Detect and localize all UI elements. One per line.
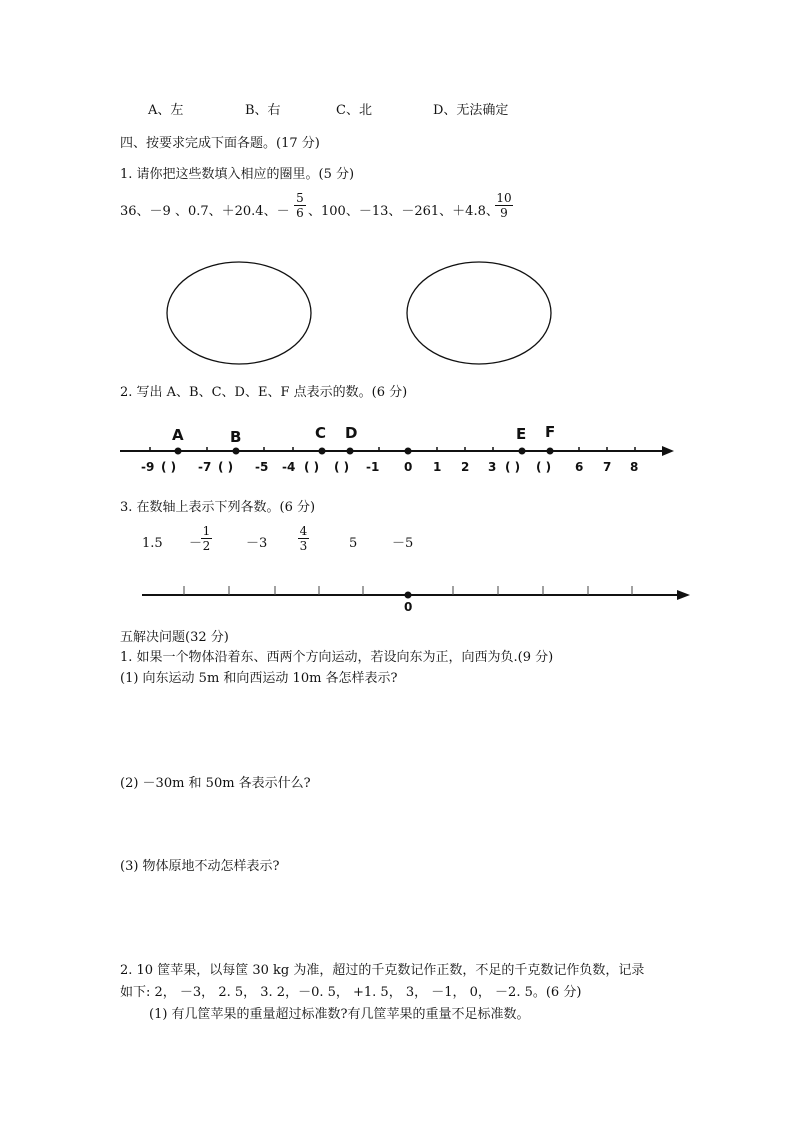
zero-label: 0	[404, 600, 413, 614]
choice-d: D、无法确定	[433, 103, 509, 118]
tick-label: 7	[603, 460, 612, 474]
answer-paren-d[interactable]: ( )	[334, 460, 350, 474]
answer-paren-b[interactable]: ( )	[218, 460, 234, 474]
q3-number-5: 5	[349, 536, 358, 551]
fraction-numerator: 1	[202, 524, 211, 538]
s5-q2-sub1: (1) 有几筐苹果的重量超过标准数?有几筐苹果的重量不足标准数。	[149, 1007, 530, 1022]
q1-numbers-part2: 、100、－13、－261、＋4.8、	[308, 204, 499, 219]
fraction-numerator: 10	[496, 191, 512, 205]
s5-q2-line1: 2. 10 筐苹果，以每筐 30 kg 为准，超过的千克数记作正数，不足的千克数记作负数，记录	[120, 963, 645, 978]
tick-label: -5	[255, 460, 269, 474]
section5-title: 五解决问题(32 分)	[120, 630, 229, 645]
answer-paren-a[interactable]: ( )	[161, 460, 177, 474]
tick-label: 1	[433, 460, 442, 474]
choice-b: B、右	[245, 103, 281, 118]
fraction-denominator: 3	[299, 539, 308, 553]
point-a-label: A	[172, 426, 184, 444]
s5-q1-sub1: (1) 向东运动 5m 和向西运动 10m 各怎样表示?	[120, 671, 398, 686]
choice-c: C、北	[336, 103, 372, 118]
tick-label: -1	[366, 460, 380, 474]
tick-label: -9	[141, 460, 155, 474]
q3-number-neg3: －3	[246, 536, 268, 551]
origin-marker	[405, 592, 412, 599]
s5-q2-line2: 如下: 2， －3， 2. 5， 3. 2，－0. 5， +1. 5， 3， －1， 0， －2. 5。(6 分)	[120, 985, 582, 1000]
fraction-denominator: 6	[296, 206, 304, 220]
q3-title: 3. 在数轴上表示下列各数。(6 分)	[120, 500, 316, 515]
fraction-numerator: 4	[299, 524, 308, 538]
point-f-label: F	[545, 423, 556, 441]
choice-a: A、左	[148, 103, 184, 118]
section4-title: 四、按要求完成下面各题。(17 分)	[120, 136, 320, 151]
answer-paren-f[interactable]: ( )	[536, 460, 552, 474]
q3-number-1-5: 1.5	[142, 536, 163, 551]
s5-q1-title: 1. 如果一个物体沿着东、西两个方向运动，若设向东为正，向西为负.(9 分)	[120, 650, 554, 665]
q3-number-neg5: －5	[392, 536, 414, 551]
answer-paren-e[interactable]: ( )	[505, 460, 521, 474]
answer-paren-c[interactable]: ( )	[304, 460, 320, 474]
s5-q1-sub3: (3) 物体原地不动怎样表示?	[120, 859, 280, 874]
s5-q1-sub2: (2) －30m 和 50m 各表示什么?	[120, 776, 311, 791]
point-e-label: E	[516, 425, 527, 443]
fraction-denominator: 2	[202, 539, 211, 553]
tick-label: 8	[630, 460, 639, 474]
tick-label: 6	[575, 460, 584, 474]
point-c-label: C	[315, 424, 327, 442]
q2-title: 2. 写出 A、B、C、D、E、F 点表示的数。(6 分)	[120, 385, 408, 400]
q1-title: 1. 请你把这些数填入相应的圈里。(5 分)	[120, 167, 355, 182]
q1-numbers-part1: 36、－9 、0.7、＋20.4、－	[120, 204, 290, 219]
tick-label: 2	[461, 460, 470, 474]
fraction-numerator: 5	[294, 191, 306, 206]
fraction-denominator: 9	[500, 206, 508, 220]
q3-negative-sign: －	[189, 536, 203, 551]
tick-label: 3	[488, 460, 497, 474]
point-d-label: D	[345, 424, 358, 442]
tick-label: 0	[404, 460, 413, 474]
tick-label: -7	[198, 460, 212, 474]
point-b-label: B	[230, 428, 242, 446]
tick-label: -4	[282, 460, 296, 474]
